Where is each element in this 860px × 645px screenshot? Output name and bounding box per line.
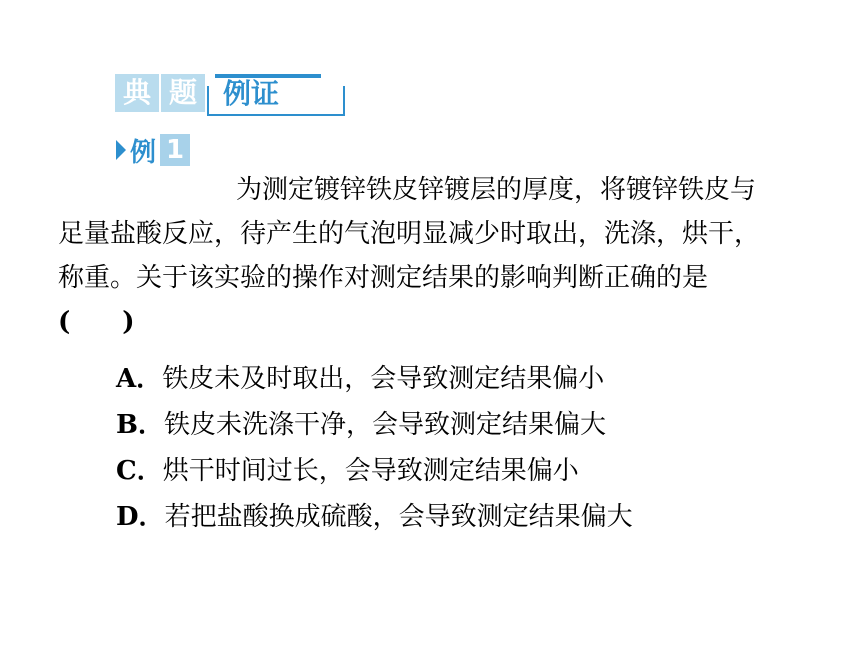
header-char-2: 题	[161, 74, 205, 112]
option-letter: B．	[116, 410, 164, 440]
option-letter: A．	[116, 364, 163, 394]
option-letter: D．	[116, 502, 165, 532]
example-number: 1	[160, 134, 190, 166]
options-list	[116, 356, 633, 540]
example-label: 例	[130, 137, 157, 168]
question-line-3: 称重。关于该实验的操作对测定结果的影响判断正确的是	[58, 263, 709, 293]
question-line-2: 足量盐酸反应，待产生的气泡明显减少时取出，洗涤，烘干，	[58, 219, 761, 249]
header-char-3: 例证	[215, 74, 321, 108]
option-text: 若把盐酸换成硫酸，会导致测定结果偏大	[164, 502, 633, 532]
option-c	[116, 448, 633, 494]
option-b	[116, 402, 633, 448]
answer-blank: ( )	[58, 307, 135, 337]
option-text: 铁皮未及时取出，会导致测定结果偏小	[162, 364, 605, 394]
question-stem	[58, 168, 818, 344]
section-header-banner	[115, 70, 347, 120]
option-d	[116, 494, 633, 540]
question-line-1: 为测定镀锌铁皮锌镀层的厚度，将镀锌铁皮与	[236, 175, 757, 205]
example-tag	[116, 133, 190, 167]
option-letter: C．	[116, 456, 163, 486]
header-char-1: 典	[115, 74, 159, 112]
option-text: 烘干时间过长，会导致测定结果偏小	[162, 456, 579, 486]
header-frame	[207, 86, 345, 116]
option-a	[116, 356, 633, 402]
triangle-right-icon	[116, 140, 126, 160]
option-text: 铁皮未洗涤干净，会导致测定结果偏大	[163, 410, 606, 440]
